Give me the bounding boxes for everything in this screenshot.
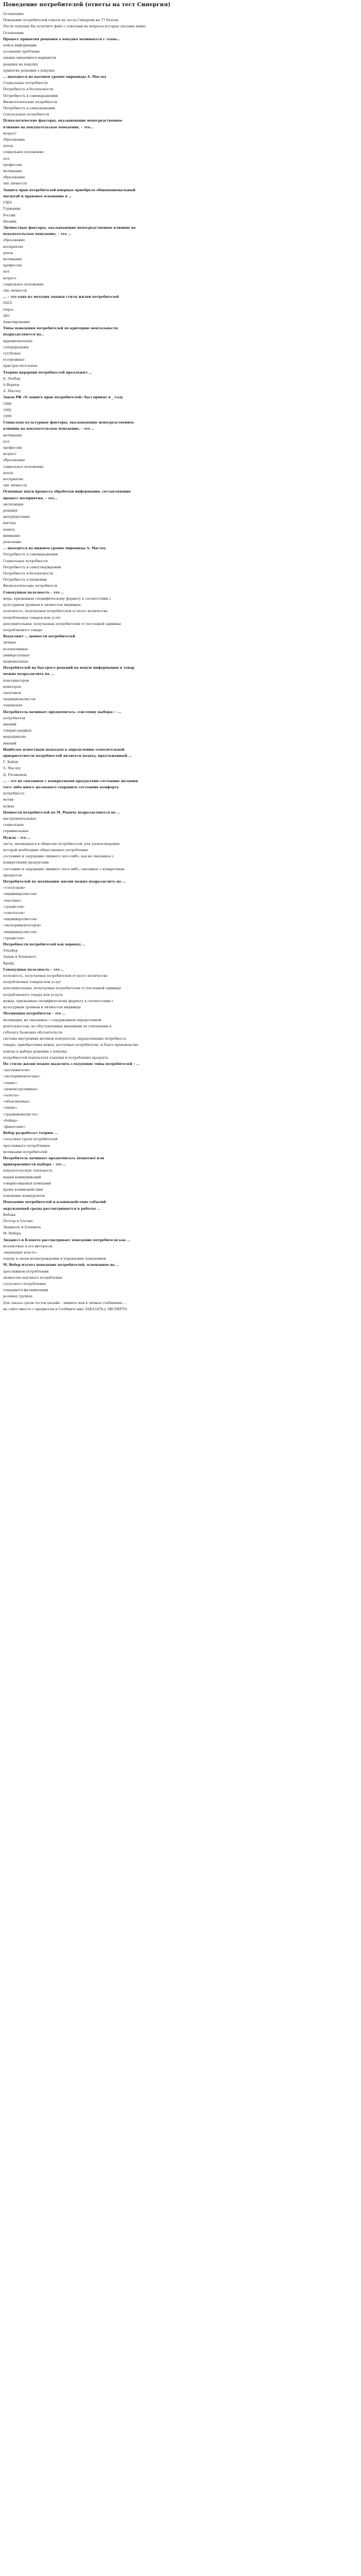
answer-line: оценка имеющихся вариантов	[3, 56, 56, 60]
answer-line: потребляемого товара	[3, 628, 42, 632]
answer-line: потребляемого товара или услуги	[3, 992, 63, 997]
answer-line: личные	[3, 640, 16, 645]
question-line: Совокупная полезность – это …	[3, 967, 64, 972]
question-line: Мотивация потребителя – это …	[3, 1011, 66, 1016]
answer-line: социальное положение	[3, 464, 44, 469]
answer-line: восприятие	[3, 477, 24, 482]
question-line: приверженности выбора – это …	[3, 1162, 66, 1167]
answer-line: незаметные в его интересах	[3, 1244, 53, 1248]
answer-line: скептиков	[3, 690, 21, 695]
answer-line: доход	[3, 470, 13, 475]
answer-line: 1999	[3, 414, 12, 418]
answer-line: профессия	[3, 162, 22, 167]
answer-line: экспозиция	[3, 502, 24, 506]
answer-line: товарно-рыдных	[3, 728, 32, 733]
question-line: влияние на покупательское поведение, – это …	[3, 427, 95, 431]
answer-line: «статусным»	[3, 886, 26, 890]
question-line: масштаб и правовое основание в …	[3, 194, 72, 198]
answer-line: культурным уровнем и личностью индивида	[3, 1005, 81, 1010]
answer-line: пол	[3, 439, 10, 444]
answer-line: престижном потреблении	[3, 1269, 49, 1274]
answer-line: «бойцы»	[3, 1118, 18, 1123]
answer-line: потребителя	[3, 716, 26, 720]
question-line: покупательское поведение, – это …	[3, 232, 72, 236]
answer-line: на сайте вместе с предметом и Сообщите мне ЗАКАЗАТЬ у ЭКСПЕРТА	[3, 1307, 127, 1311]
answer-line: суперпродажи	[3, 345, 29, 349]
answer-line: которой необходимо общественное потребление	[3, 848, 89, 853]
answer-line: интерпретация	[3, 515, 30, 519]
answer-line: дополнительная, получаемая потребителем от последней единицы	[3, 621, 121, 626]
answer-line: «экспериментаторы»	[3, 1074, 41, 1079]
answer-line: гендерного-фетишизации	[3, 1288, 48, 1293]
answer-line: поиска и выбора решения о покупке	[3, 1049, 67, 1054]
answer-line: России	[3, 213, 15, 217]
answer-line: Зиджиэль и Блеквиль	[3, 1225, 41, 1230]
question-line: окружающей среды рассматривается в работах …	[3, 1206, 100, 1211]
answer-line: «тихие»	[3, 1080, 18, 1085]
answer-line: Потребность в безопасности	[3, 87, 54, 92]
question-line: Социально-культурные факторы, оказывающие непосредственное	[3, 420, 134, 425]
answer-line: Фрейд	[3, 961, 14, 965]
answer-line: США	[3, 200, 12, 205]
answer-line: пристрастительные	[3, 364, 38, 368]
question-line: Нужда – это …	[3, 835, 31, 840]
answer-line: сугубовые	[3, 351, 21, 355]
answer-line: Потребность в самоуважении	[3, 106, 55, 111]
answer-line: иррациональные	[3, 338, 33, 343]
answer-line: новаторов	[3, 684, 21, 689]
question-line: … находится на нижнем уровне пирамиды А. Маслоу	[3, 546, 106, 551]
question-line: … – это одна из методик оценки стиля жизни потребителей	[3, 295, 119, 299]
answer-line: доход	[3, 250, 13, 255]
page-title: Поведение потребителей (ответы на тест Синергия)	[3, 2, 170, 8]
answer-line: «пассивы»	[3, 898, 22, 903]
answer-line: национальные	[3, 659, 29, 664]
answer-line: полезность, получаемая потребителем от всего количества	[3, 609, 108, 614]
answer-line: инструментальные	[3, 817, 37, 821]
answer-line: «традистов»	[3, 904, 25, 909]
question-line: влияние на покупательское поведение, – это…	[3, 125, 94, 129]
answer-line: Потребность в уважении	[3, 578, 47, 582]
answer-line: Поведение потребителей ответы на тесты Синергии на 77 баллов	[3, 18, 118, 23]
answer-line: восприятие	[3, 244, 24, 249]
answer-line: мнений	[3, 741, 16, 745]
answer-line: мотивация, не связанные с содержанием определенной	[3, 1018, 101, 1022]
answer-line: статусного потребления	[3, 1282, 46, 1286]
answer-line: «индивидуалистов»	[3, 892, 38, 896]
question-line: По стилю жизни можно выделить следующие типы потребителей – …	[3, 1061, 140, 1066]
answer-line: VALS	[3, 301, 12, 306]
answer-line: чемпионов	[3, 703, 23, 708]
answer-line: Германии	[3, 207, 21, 211]
answer-line: социальные	[3, 823, 24, 827]
question-line: процесс восприятия, – это…	[3, 496, 58, 500]
answer-line: потребностей покупателя покупки и потребления продукта	[3, 1055, 108, 1060]
question-line: Потребителей по мотивацию жизни можно подразделить на …	[3, 879, 126, 884]
question-line: Основные шаги процесса обработки информации, составляющие	[3, 489, 131, 494]
answer-line: мотивации потребителей	[3, 1149, 47, 1154]
answer-line: «достижители»	[3, 1068, 30, 1073]
answer-line: социальное положение	[3, 282, 44, 286]
question-line: Наиболее известным подходом к определению относительной	[3, 747, 125, 752]
answer-line: Б. Элебер	[3, 376, 21, 381]
question-line: Зиджиэл и Блекете рассматривает поведение потребителя как …	[3, 1238, 130, 1242]
answer-line: Д. Рэганеном	[3, 772, 27, 777]
answer-line: Оглавление	[3, 12, 24, 16]
answer-line: социальное положение	[3, 150, 44, 155]
answer-line: профессия	[3, 446, 22, 450]
answer-line: потребность	[3, 791, 25, 796]
answer-line: Социальные потребности	[3, 81, 48, 86]
answer-line: личностно-научного потребления	[3, 1275, 63, 1280]
answer-line: ролевых группах	[3, 1294, 33, 1299]
answer-line: Оглавление	[3, 30, 24, 35]
question-line: Защита прав потребителей впервые приобрела общенациональный	[3, 188, 135, 192]
answer-line: тип личности	[3, 483, 27, 488]
answer-line: конкретными продуктами	[3, 860, 49, 865]
question-line: Вебер разработал теорию …	[3, 1131, 58, 1136]
answer-line: реакция	[3, 509, 18, 513]
answer-line: часть, являющаяся в обществе потребностей, для удовлетворения	[3, 841, 120, 846]
answer-line: понять	[3, 527, 15, 532]
answer-line: нужда, призванная специфическому формату в соответствии с	[3, 998, 114, 1003]
answer-line: «традистов»	[3, 936, 25, 940]
answer-line: Социальные потребности	[3, 558, 48, 563]
answer-line: потребляемых товаров или услуг	[3, 980, 61, 985]
answer-line: Анкетирование	[3, 319, 30, 324]
answer-line: традиционалистов	[3, 697, 36, 702]
answer-line: универсальные	[3, 653, 30, 657]
answer-line: «аскеты»	[3, 1093, 20, 1097]
answer-line: Потребность в самовыражении	[3, 552, 58, 557]
answer-line: образование	[3, 238, 25, 243]
answer-line: потребляемых товаров или услуг	[3, 615, 61, 620]
answer-line: товары, приобретения новых, доступных потребителю, и благо производства	[3, 1043, 139, 1047]
answer-line: Эльейер	[3, 948, 18, 953]
answer-line: тип личности	[3, 288, 27, 293]
answer-line: Для заказа сдачи тестов онлайн – пишите нам в личные сообщения …	[3, 1300, 127, 1305]
answer-line: Потребность в самовыражении	[3, 93, 58, 98]
answer-line: реакция на покупку	[3, 62, 39, 66]
answer-line: А.Веркер	[3, 382, 20, 387]
answer-line: образование	[3, 175, 25, 180]
answer-line: тип личности	[3, 181, 27, 186]
answer-line: Потребность в самоутверждении	[3, 565, 61, 569]
answer-line: А. Маслоу	[3, 766, 21, 771]
question-line: Потребитель начинает предпочитать «системну выбора» – …	[3, 709, 122, 714]
question-line: … находится на высшем уровне пирамиды А. Маслоу	[3, 75, 107, 79]
answer-line: консерваторов	[3, 678, 29, 683]
question-line: Процесс принятия решения о покупке начинается с этапа…	[3, 37, 121, 41]
answer-line: культурным уровнем и личностью индивида	[3, 603, 81, 607]
question-line: … – это не связанное с конкретными продуктами состояние желания	[3, 778, 138, 783]
answer-line: «тихие»	[3, 1106, 18, 1110]
answer-line: «вершащее власть»	[3, 1250, 38, 1255]
question-line: Закон РФ «О защите прав потребителей» был принят в _ году	[3, 395, 123, 400]
answer-line: полезность, получаемая потребителем от всего количества	[3, 974, 108, 978]
answer-line: Г. Хойли	[3, 760, 19, 765]
answer-line: осторожные	[3, 358, 25, 362]
answer-line: мотивация	[3, 169, 22, 174]
answer-line: мера, призванная специфическому формату в соответствии с	[3, 596, 111, 601]
answer-line: коллективные	[3, 647, 28, 651]
answer-line: марки коммуникаций	[3, 1175, 41, 1179]
answer-line: «экспериментаторов»	[3, 923, 42, 928]
answer-line: субъекту базисных обстоятельств	[3, 1030, 62, 1035]
answer-line: нужда	[3, 804, 14, 808]
answer-line: продуктом	[3, 873, 22, 877]
answer-line: Физиологические потребности	[3, 584, 58, 588]
answer-line: «демонстративные»	[3, 1087, 39, 1091]
answer-line: Задаж и Блекевеге	[3, 955, 37, 959]
answer-line: Сексуальные потребности	[3, 112, 49, 117]
answer-line: терминальные	[3, 829, 29, 834]
question-line: Типы поведения потребителей по критерию ментальности	[3, 326, 118, 331]
answer-line: мероприятие	[3, 735, 26, 739]
answer-line: поведение конкурентов	[3, 1194, 45, 1198]
answer-line: Физиологические потребности	[3, 99, 58, 104]
answer-line: «индивидуалистов»	[3, 917, 38, 922]
answer-line: мотив	[3, 798, 14, 802]
answer-line: 1992	[3, 408, 12, 412]
answer-line: выгоды	[3, 521, 16, 526]
answer-line: система внутренних мотивов покупателя, определяющих потребность	[3, 1037, 127, 1041]
answer-line: Вебена	[3, 1212, 16, 1217]
answer-line: Опрос	[3, 307, 14, 312]
answer-line: осознание проблемы	[3, 49, 40, 54]
question-line: Психологические факторы, оказывающие непосредственное	[3, 118, 123, 123]
answer-line: После покупки Вы получите файл с ответами на вопросы которые указаны ниже:	[3, 24, 147, 29]
answer-line: увлечение	[3, 540, 22, 545]
answer-line: AIO	[3, 313, 10, 318]
answer-line: дополнительная, получаемая потребителем от последней единицы	[3, 986, 121, 991]
answer-line: образование	[3, 458, 25, 463]
answer-line: А. Маслоу	[3, 389, 21, 394]
question-line: Выделяют … ценности потребителей	[3, 634, 75, 639]
answer-line: возраст	[3, 131, 16, 135]
answer-line: возраст	[3, 452, 16, 456]
question-line: Личностные факторы, оказывающие непосредственное влияние на	[3, 225, 136, 230]
answer-line: мотивация	[3, 433, 22, 437]
answer-line: состояние и задущение лишнего чего-либо, как не связанное с	[3, 854, 114, 859]
question-line: можно подразделить на …	[3, 672, 54, 676]
answer-line: возраст	[3, 276, 16, 280]
answer-line: кроме взаимодействия	[3, 1187, 43, 1192]
answer-line: «традиционалисты»	[3, 1112, 39, 1116]
answer-line: М. Вебера	[3, 1231, 21, 1236]
answer-line: Петтер и Олсона	[3, 1219, 33, 1223]
answer-line: принятие решения о покупке	[3, 68, 55, 73]
answer-line: пол	[3, 269, 10, 274]
question-line: Потребитель начинает предпочитать (понятие) или	[3, 1156, 105, 1160]
answer-line: 1996	[3, 401, 12, 406]
answer-line: престижного потребления	[3, 1143, 50, 1148]
answer-line: «фанатские»	[3, 1124, 26, 1129]
answer-line: доход	[3, 144, 13, 148]
answer-line: покупательскую лояльность	[3, 1168, 53, 1173]
answer-line: образование	[3, 138, 25, 142]
answer-line: основу в своем вознаграждении и управления поведением	[3, 1257, 106, 1261]
question-line: Поведение потребителей и взаимодействие событий	[3, 1200, 106, 1205]
answer-line: Потребность в безопасности	[3, 571, 54, 576]
question-line: приоритетности потребностей является подход, предложенный …	[3, 753, 132, 758]
answer-line: деятельностью, но обусловленная внешними по отношению к	[3, 1024, 112, 1028]
question-line: подразделяются на…	[3, 332, 44, 337]
question-line: Теорию иерархии потребностей предложил …	[3, 370, 92, 375]
question-line: Потребителей на быстрого реакций на новую информацию в товар	[3, 666, 134, 670]
question-line: Совокупная полезность – это …	[3, 590, 64, 595]
answer-line: мотивация	[3, 257, 22, 261]
question-line: Потребности потребителей как перевод …	[3, 942, 85, 947]
answer-line: состояние и задущение лишнего чего-либо, связанное с конкретным	[3, 867, 125, 871]
question-line: М. Вебер изучал поведение потребителей, основанное на …	[3, 1263, 119, 1267]
question-line: Ценности потребителей по М. Рокичу подразделяются на …	[3, 810, 121, 815]
answer-line: профессия	[3, 263, 22, 268]
answer-line: товарно-видовых компаний	[3, 1181, 51, 1185]
answer-line: поиск информации	[3, 43, 37, 48]
document-body	[3, 11, 358, 1312]
answer-line: «индивидуалистов»	[3, 929, 38, 934]
answer-line: статусных групп потребителей	[3, 1137, 58, 1142]
answer-line: «объясняемые»	[3, 1099, 31, 1104]
answer-line: внимание	[3, 533, 21, 538]
answer-line: Японии	[3, 219, 17, 224]
question-line: того либо иного желаемого сохранить состояние комфорта	[3, 785, 119, 789]
answer-line: пол	[3, 156, 10, 161]
answer-line: мнений	[3, 722, 16, 726]
answer-line: «элитпатов»	[3, 911, 25, 916]
